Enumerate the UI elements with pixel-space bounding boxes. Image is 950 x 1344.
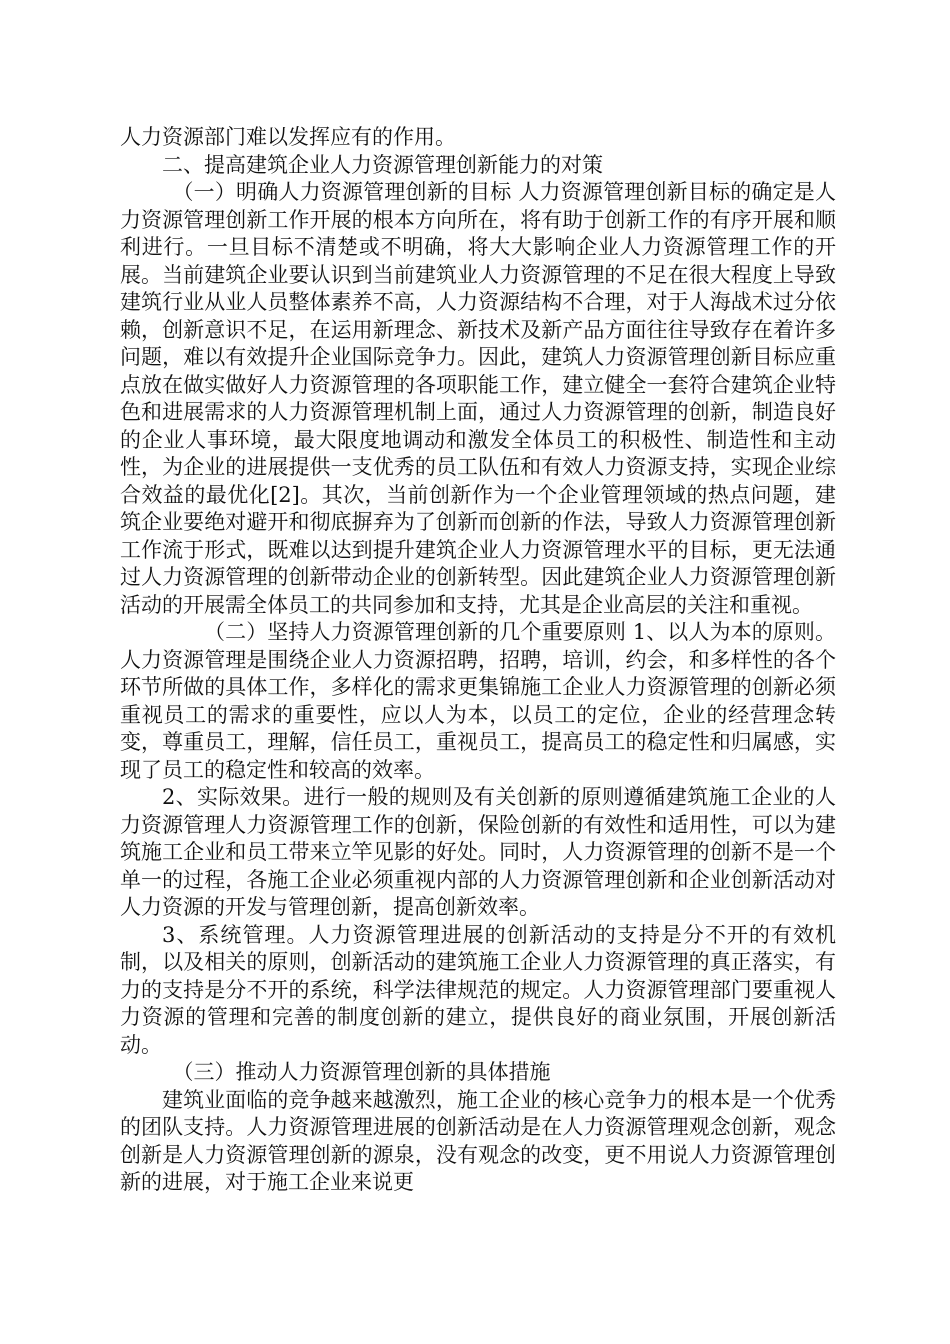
document-body: [120, 124, 836, 1197]
paragraph-practical-effect: 2、实际效果。进行一般的规则及有关创新的原则遵循建筑施工企业的人力资源管理人力资源管理工作的创新，保险创新的有效性和适用性，可以为建筑施工企业和员工带来立竿见影的好处。同时，人力资源管理的创新不是一个单一的过程，各施工企业必须重视内部的人力资源管理创新和企业创新活动对人力资源的开发与管理创新，提高创新效率。: [120, 785, 836, 919]
paragraph-continued: 人力资源部门难以发挥应有的作用。: [120, 125, 456, 149]
subsection-heading-3: （三）推动人力资源管理创新的具体措施: [172, 1060, 551, 1084]
paragraph-measures: 建筑业面临的竞争越来越激烈，施工企业的核心竞争力的根本是一个优秀的团队支持。人力资源管理进展的创新活动是在人力资源管理观念创新，观念创新是人力资源管理创新的源泉，没有观念的改变，更不用说人力资源管理创新的进展，对于施工企业来说更: [120, 1087, 836, 1194]
paragraph-system-management: 3、系统管理。人力资源管理进展的创新活动的支持是分不开的有效机制，以及相关的原则，创新活动的建筑施工企业人力资源管理的真正落实，有力的支持是分不开的系统，科学法律规范的规定。人力资源管理部门要重视人力资源的管理和完善的制度创新的建立，提供良好的商业氛围，开展创新活动。: [120, 922, 836, 1057]
paragraph-goal: （一）明确人力资源管理创新的目标 人力资源管理创新目标的确定是人力资源管理创新工作开展的根本方向所在，将有助于创新工作的有序开展和顺利进行。一旦目标不清楚或不明确，将大大影响企业人力资源管理工作的开展。当前建筑企业要认识到当前建筑业人力资源管理的不足在很大程度上导致建筑行业从业人员整体素养不高，人力资源结构不合理，对于人海战术过分依赖，创新意识不足，在运用新理念、新技术及新产品方面往往导致存在着许多问题，难以有效提升企业国际竞争力。因此，建筑人力资源管理创新目标应重点放在做实做好人力资源管理的各项职能工作，建立健全一套符合建筑企业特色和进展需求的人力资源管理机制上面，通过人力资源管理的创新，制造良好的企业人事环境，最大限度地调动和激发全体员工的积极性、制造性和主动性，为企业的进展提供一支优秀的员工队伍和有效人力资源支持，实现企业综合效益的最优化[2]。其次，当前创新作为一个企业管理领域的热点问题，建筑企业要绝对避开和彻底摒弃为了创新而创新的作法，导致人力资源管理创新工作流于形式，既难以达到提升建筑企业人力资源管理水平的目标，更无法通过人力资源管理的创新带动企业的创新转型。因此建筑企业人力资源管理创新活动的开展需全体员工的共同参加和支持，尤其是企业高层的关注和重视。: [120, 180, 836, 617]
section-heading-2: 二、提高建筑企业人力资源管理创新能力的对策: [162, 152, 603, 177]
paragraph-principles: （二）坚持人力资源管理创新的几个重要原则 1、以人为本的原则。人力资源管理是围绕企业人力资源招聘，招聘，培训，约会，和多样性的各个环节所做的具体工作，多样化的需求更集锦施工企业人力资源管理的创新必须重视员工的需求的重要性，应以人为本，以员工的定位，企业的经营理念转变，尊重员工，理解，信任员工，重视员工，提高员工的稳定性和归属感，实现了员工的稳定性和较高的效率。: [120, 620, 836, 782]
